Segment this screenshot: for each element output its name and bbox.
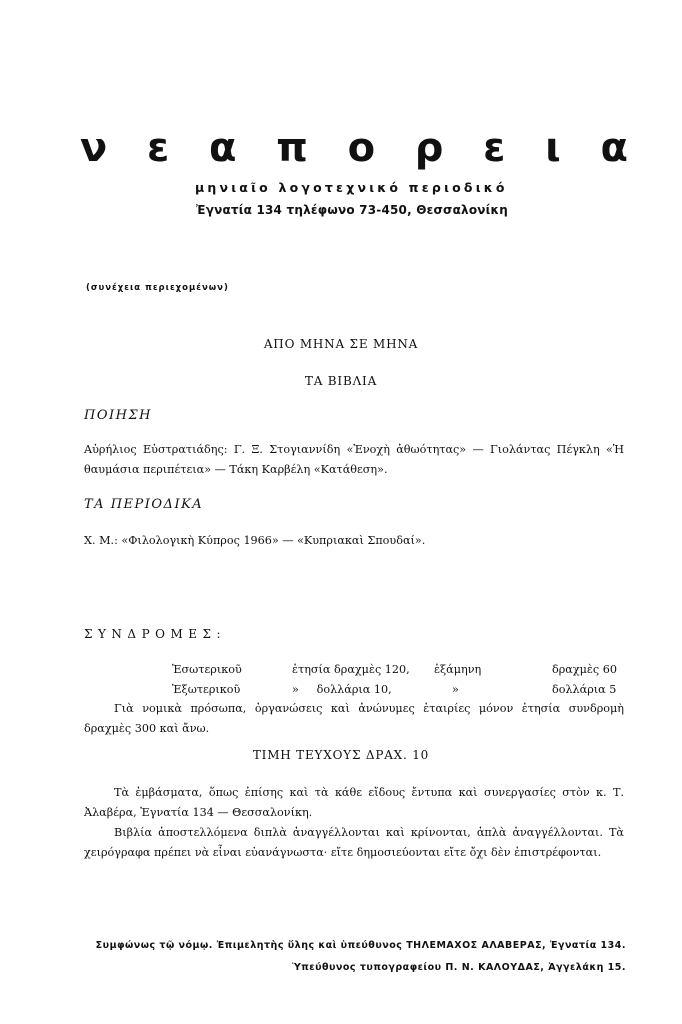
subscriptions-table [172, 660, 652, 700]
masthead-letter: π [276, 125, 308, 171]
subscription-cell: » δολλάρια 10, [292, 683, 392, 696]
subscriptions-heading: ΣΥΝΔΡΟΜΕΣ: [84, 627, 227, 641]
section-heading-month: ΑΠΟ ΜΗΝΑ ΣΕ ΜΗΝΑ [263, 337, 419, 351]
subscription-cell: ἐτησία δραχμὲς 120, [292, 663, 410, 676]
masthead-address: Ἐγνατία 134 τηλέφωνο 73-450, Θεσσαλονίκη [196, 203, 508, 217]
periodicals-paragraph: Χ. Μ.: «Φιλολογικὴ Κύπρος 1966» — «Κυπριακαὶ Σπουδαί». [84, 534, 426, 547]
subscription-cell: ἑξάμηνη [434, 663, 482, 676]
books-note-paragraph: Βιβλία ἀποστελλόμενα διπλὰ ἀναγγέλλονται καὶ κρίνονται, ἁπλὰ ἀναγγέλλονται. Τὰ χειρόγραφα πρέπει νὰ εἶναι εὐανάγνωστα· εἴτε δημοσιεύονται εἴτε ὄχι δὲν ἐπιστρέφονται. [84, 826, 624, 859]
contents-note: (συνέχεια περιεχομένων) [86, 283, 229, 293]
masthead-letter: ν [80, 125, 108, 171]
subheading-poetry: ΠΟΙΗΣΗ [84, 408, 152, 423]
subscriptions-row [172, 680, 652, 700]
masthead-letter: ρ [414, 125, 444, 171]
masthead-letter: ε [146, 125, 170, 171]
subscription-cell: Ἐξωτερικοῦ [172, 683, 241, 696]
section-heading-books: ΤΑ ΒΙΒΛΙΑ [304, 374, 378, 388]
masthead-letter: ε [483, 125, 506, 171]
poetry-paragraph: Αὐρήλιος Εὐστρατιάδης: Γ. Ξ. Στογιαννίδη «Ἐνοχὴ ἀθωότητας» — Γιολάντας Πέγκλη «Ἡ θαυμάσια περιπέτεια» — Τάκη Καρβέλη «Κατάθεση». [84, 443, 624, 476]
masthead-letter: ο [347, 125, 376, 171]
subscription-cell: » [452, 683, 459, 696]
subheading-periodicals: ΤΑ ΠΕΡΙΟΔΙΚΑ [84, 497, 204, 512]
subscription-cell: δολλάρια 5 [552, 683, 617, 696]
submission-paragraph: Τὰ ἐμβάσματα, ὅπως ἐπίσης καὶ τὰ κάθε εἴδους ἔντυπα καὶ συνεργασίες στὸν κ. Τ. Ἀλαβέρα, Ἐγνατία 134 — Θεσσαλονίκη. [84, 786, 624, 819]
subscription-cell: Ἐσωτερικοῦ [172, 663, 242, 676]
legal-entities-paragraph: Γιὰ νομικὰ πρόσωπα, ὀργανώσεις καὶ ἀνώνυμες ἑταιρίες μόνον ἐτησία συνδρομὴ δραχμὲς 300 καὶ ἄνω. [84, 702, 624, 735]
masthead-letter: ι [545, 125, 561, 171]
masthead-letter: α [600, 125, 628, 171]
footer-editor-line: Συμφώνως τῷ νόμῳ. Ἐπιμελητὴς ὕλης καὶ ὑπεύθυνος ΤΗΛΕΜΑΧΟΣ ΑΛΑΒΕΡΑΣ, Ἐγνατία 134. [95, 940, 626, 951]
subscription-cell: δραχμὲς 60 [552, 663, 617, 676]
masthead-subtitle: μηνιαῖο λογοτεχνικό περιοδικό [195, 180, 508, 195]
issue-price: ΤΙΜΗ ΤΕΥΧΟΥΣ ΔΡΑΧ. 10 [252, 748, 430, 762]
masthead-letter: α [208, 125, 237, 171]
footer-printer-line: Ὑπεύθυνος τυπογραφείου Π. Ν. ΚΑΛΟΥΔΑΣ, Ἀγγελάκη 15. [291, 962, 626, 973]
subscriptions-row [172, 660, 652, 680]
masthead-title [80, 122, 628, 174]
